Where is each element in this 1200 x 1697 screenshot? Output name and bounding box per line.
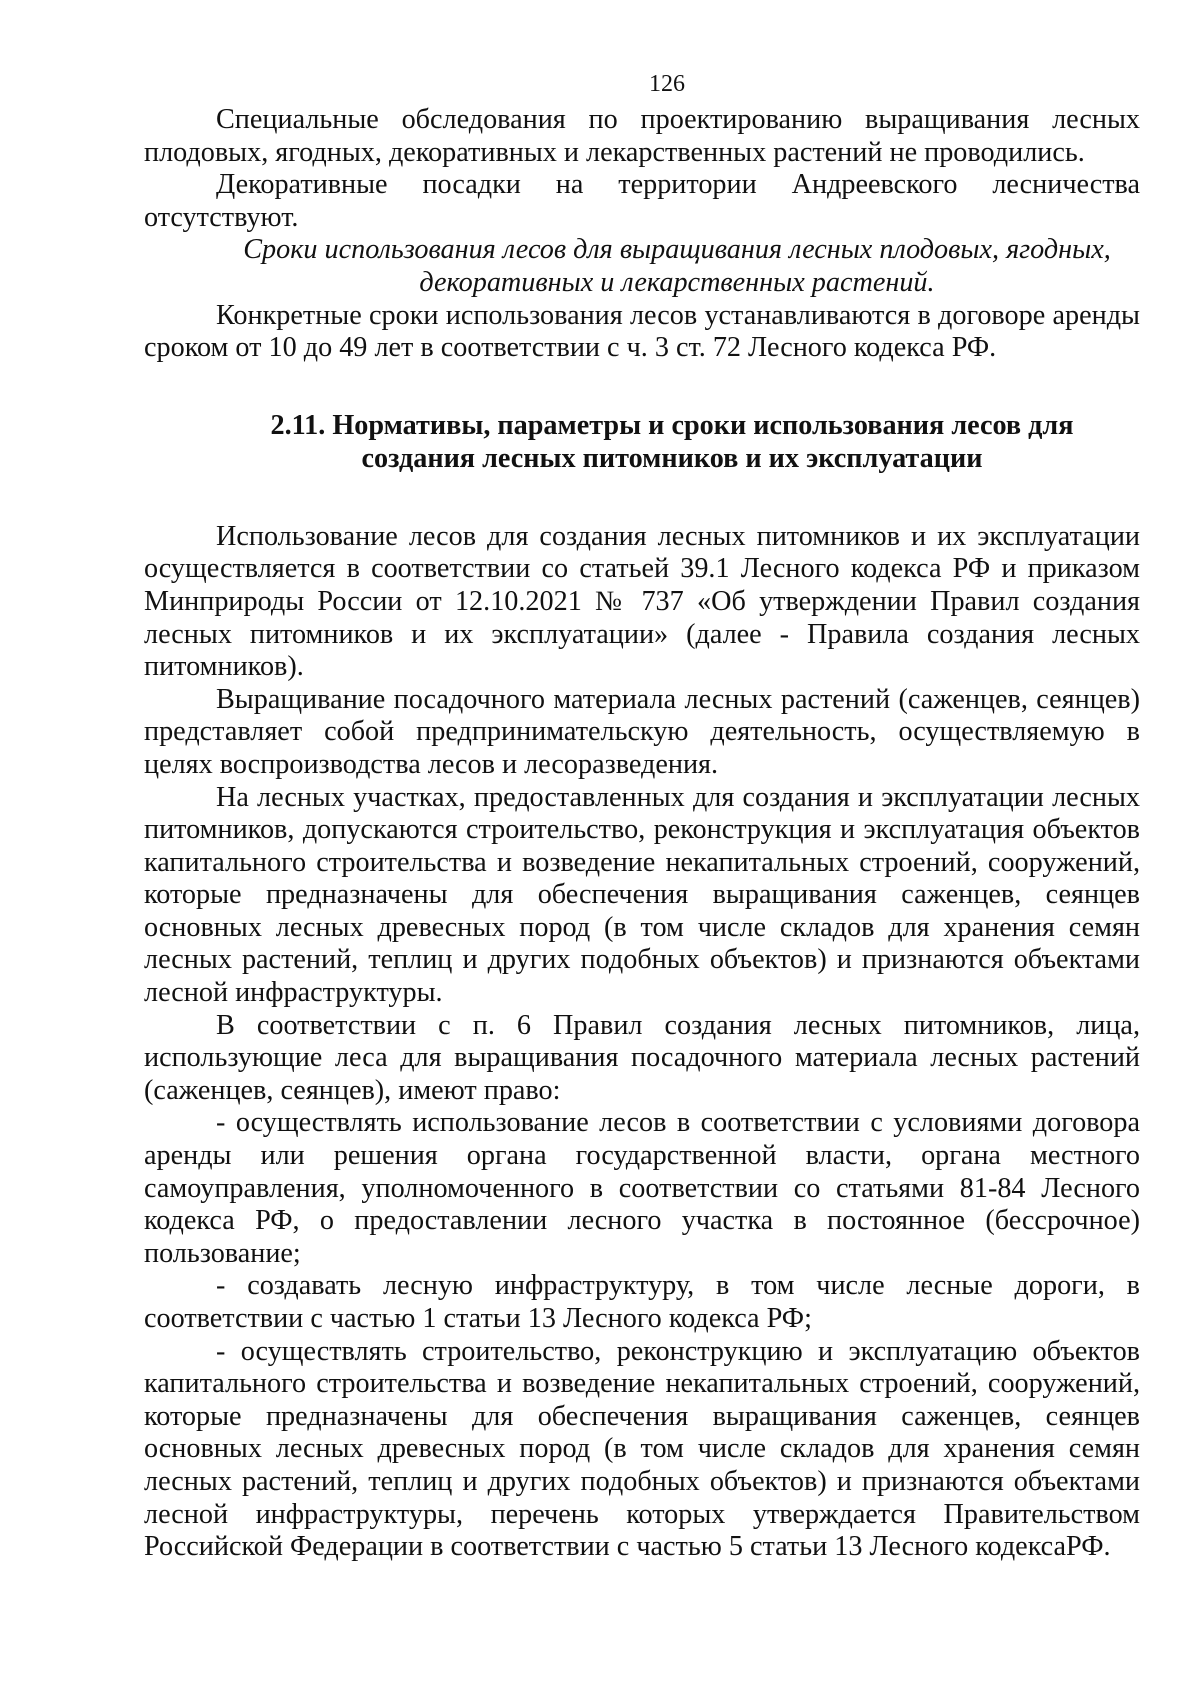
spacer [144,365,1140,409]
section-heading-line1: 2.11. Нормативы, параметры и сроки использования лесов для [270,409,1074,441]
list-item-right-use-forests: - осуществлять использование лесов в соответствии с условиями договора аренды или решения органа государственной власти, органа местного самоуправления, уполномоченного в соответствии со статьями 81-84 Лесного кодекса РФ, о предоставлении лесного участка в постоянное (бессрочное) пользование; [144,1107,1140,1269]
paragraph-special-surveys: Специальные обследования по проектированию выращивания лесных плодовых, ягодных, декоративных и лекарственных растений не проводились. [144,104,1140,168]
paragraph-lease-terms: Конкретные сроки использования лесов устанавливаются в договоре аренды сроком от 10 до 49 лет в соответствии с ч. 3 ст. 72 Лесного кодекса РФ. [144,299,1140,364]
paragraph-nursery-use-basis: Использование лесов для создания лесных питомников и их эксплуатации осуществляется в соответствии со статьей 39.1 Лесного кодекса РФ и приказом Минприроды России от 12.10.2021 № 737 «Об утверждении Правил создания лесных питомников и их эксплуатации» (далее - Правила создания лесных питомников). [144,520,1140,683]
section-heading [144,409,1140,475]
italic-subheading [144,234,1140,299]
spacer [144,475,1140,521]
paragraph-planting-material: Выращивание посадочного материала лесных растений (саженцев, сеянцев) представляет собой предпринимательскую деятельность, осуществляемую в целях воспроизводства лесов и лесоразведения. [144,683,1140,780]
italic-subheading-line2: декоративных и лекарственных растений. [419,266,935,298]
italic-subheading-line1: Сроки использования лесов для выращивания лесных плодовых, ягодных, [243,234,1111,266]
page-number: 126 [649,71,685,97]
section-heading-line2: создания лесных питомников и их эксплуатации [361,442,983,474]
list-item-right-infrastructure: - создавать лесную инфраструктуру, в том числе лесные дороги, в соответствии с частью 1 статьи 13 Лесного кодекса РФ; [144,1270,1140,1334]
paragraph-rights-intro: В соответствии с п. 6 Правил создания лесных питомников, лица, использующие леса для выращивания посадочного материала лесных растений (саженцев, сеянцев), имеют право: [144,1009,1140,1106]
paragraph-decorative-plantings: Декоративные посадки на территории Андреевского лесничества отсутствуют. [144,169,1140,233]
paragraph-nursery-infrastructure: На лесных участках, предоставленных для создания и эксплуатации лесных питомников, допускаются строительство, реконструкция и эксплуатация объектов капитального строительства и возведение некапитальных строений, сооружений, которые предназначены для обеспечения выращивания саженцев, сеянцев основных лесных древесных пород (в том числе складов для хранения семян лесных растений, теплиц и других подобных объектов) и признаются объектами лесной инфраструктуры. [144,781,1140,1009]
list-item-right-construction: - осуществлять строительство, реконструкцию и эксплуатацию объектов капитального строительства и возведение некапитальных строений, сооружений, которые предназначены для обеспечения выращивания саженцев, сеянцев основных лесных древесных пород (в том числе складов для хранения семян лесных растений, теплиц и других подобных объектов) и признаются объектами лесной инфраструктуры, перечень которых утверждается Правительством Российской Федерации в соответствии с частью 5 статьи 13 Лесного кодексаРФ. [144,1335,1140,1563]
document-page [144,70,1140,1564]
